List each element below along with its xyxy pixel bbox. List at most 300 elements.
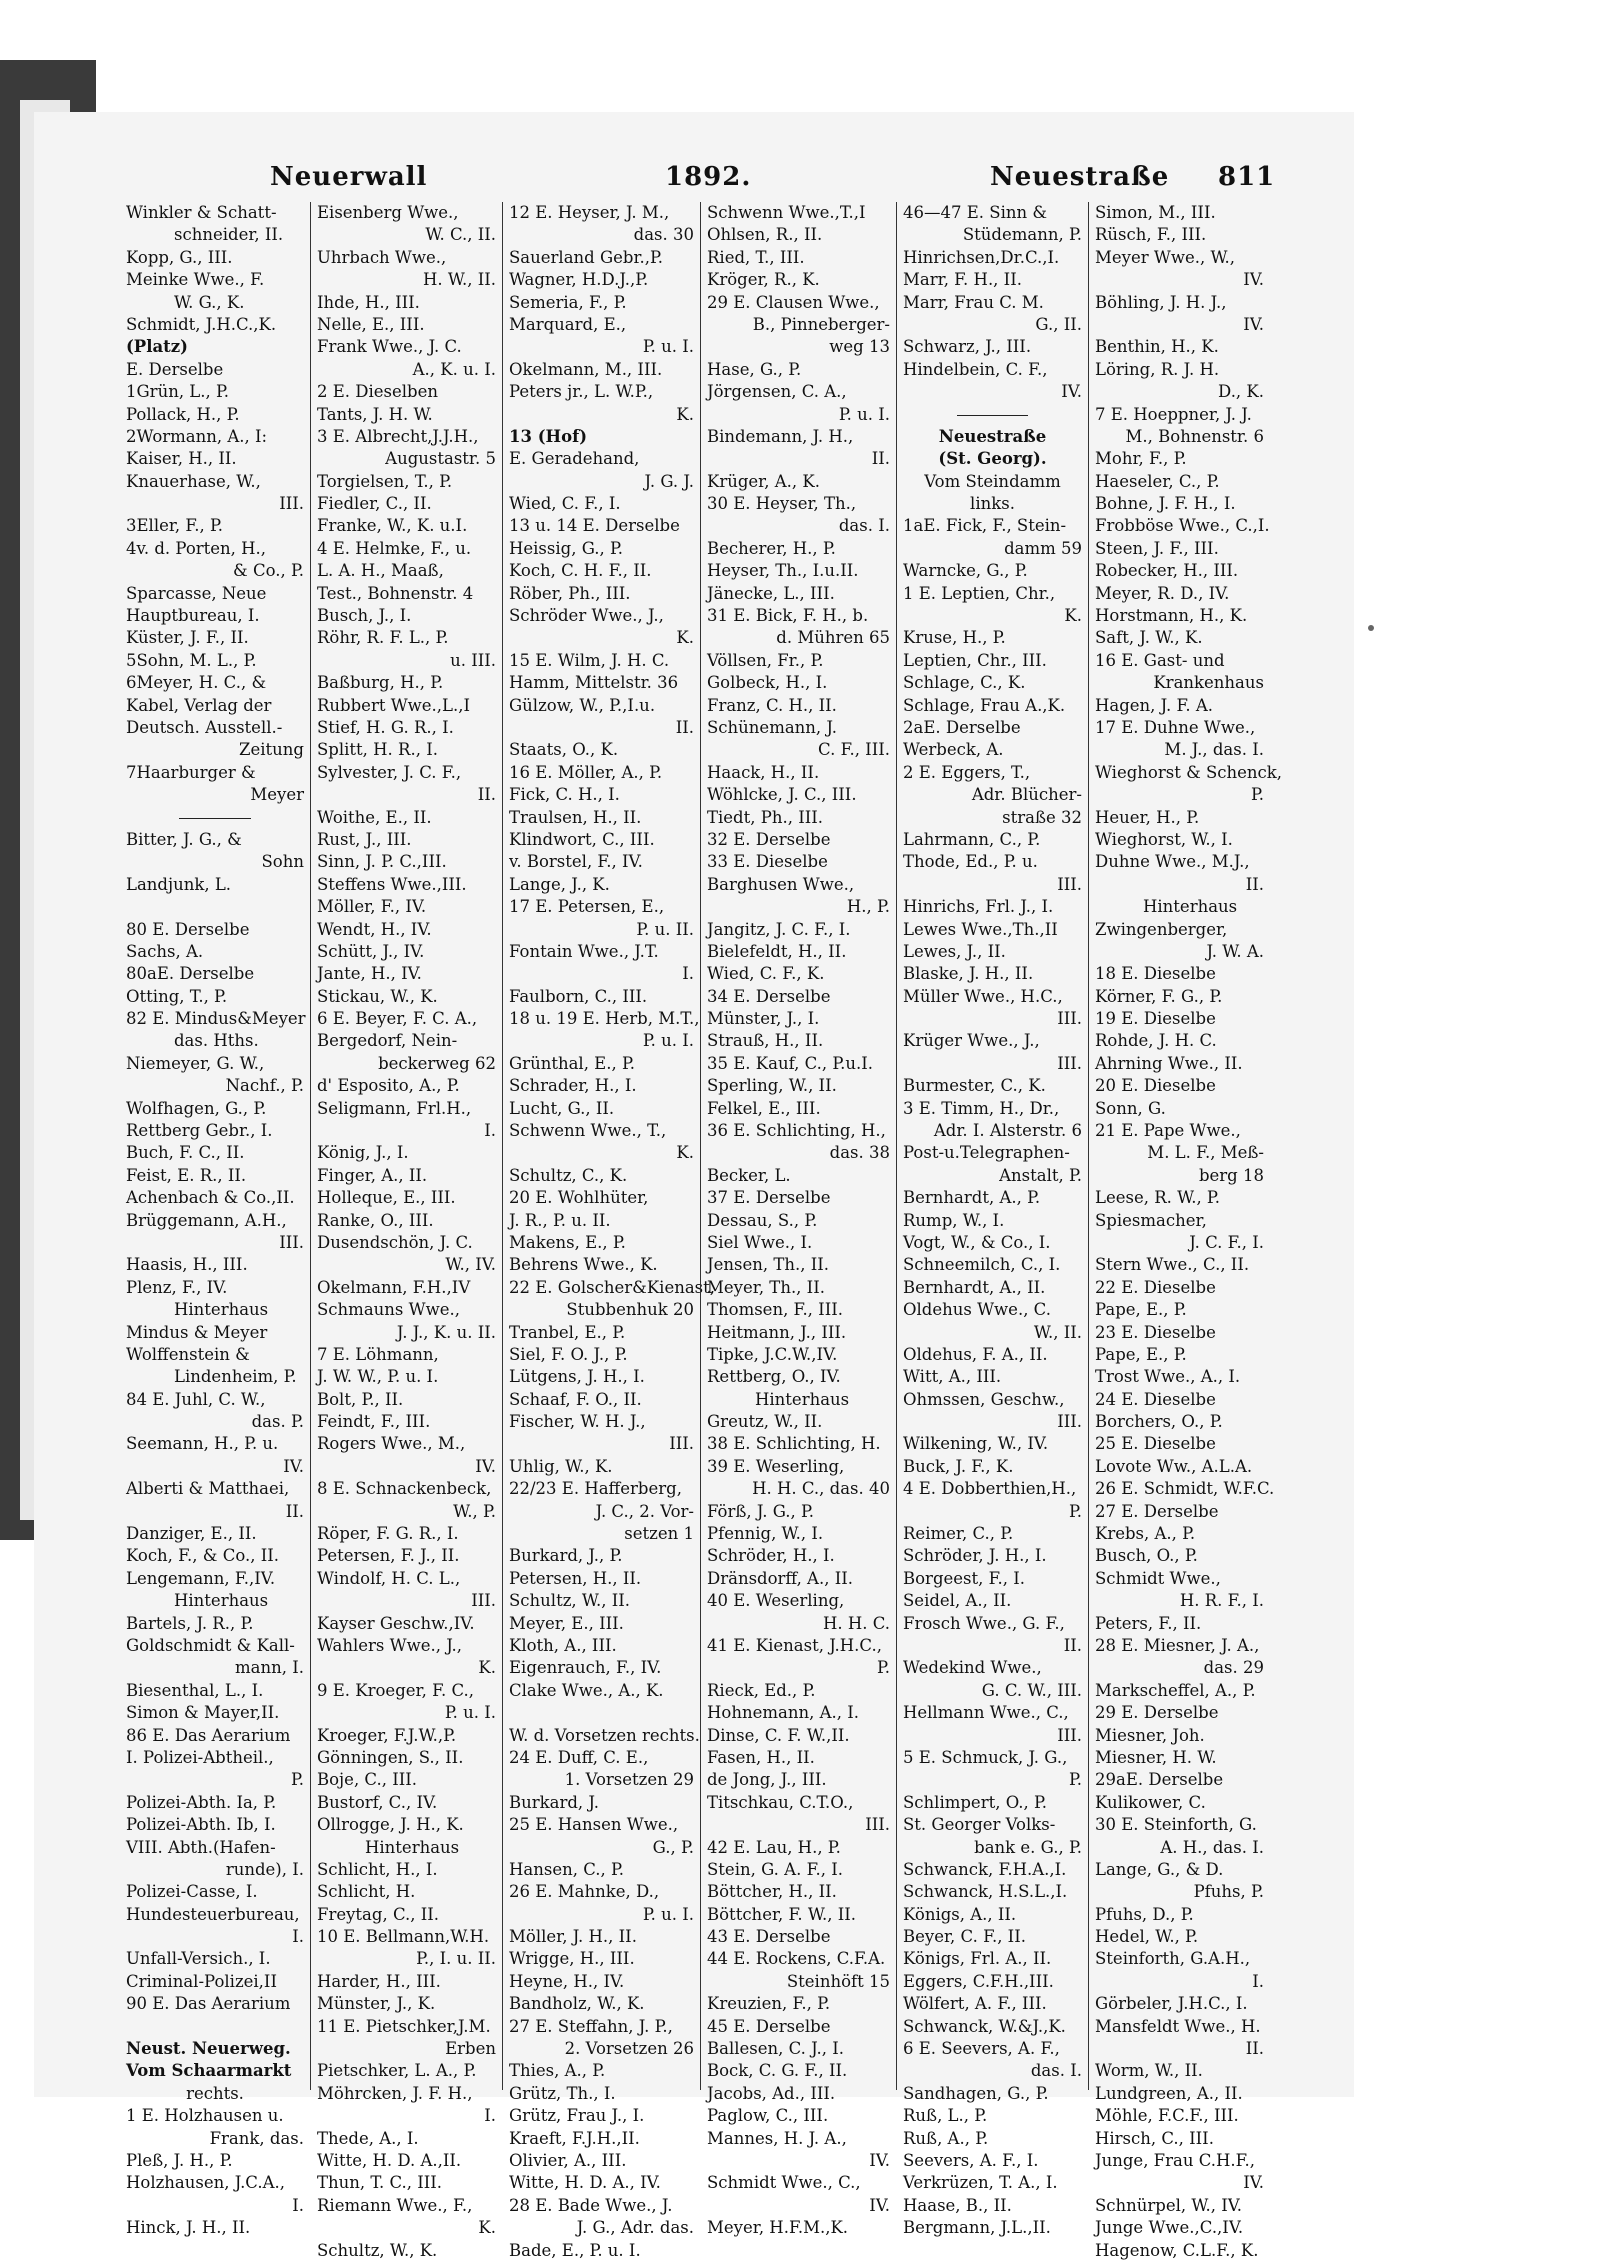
- directory-line: Hedel, W., P.: [1095, 1927, 1199, 1947]
- directory-line: Kreuzien, F., P.: [707, 1994, 831, 2014]
- directory-line: II.: [1245, 874, 1264, 894]
- directory-line: Heissig, G., P.: [509, 538, 624, 558]
- directory-line: Meinke Wwe., F.: [126, 270, 265, 290]
- directory-line: III.: [1057, 1009, 1082, 1029]
- directory-line: Schmauns Wwe.,: [317, 1300, 460, 1320]
- directory-line: W. d. Vorsetzen rechts.: [509, 1725, 700, 1745]
- directory-line: Ried, T., III.: [707, 247, 805, 267]
- directory-line: Jangitz, J. C. F., I.: [707, 919, 851, 939]
- directory-line: Stickau, W., K.: [317, 986, 438, 1006]
- directory-line: Haase, B., II.: [903, 2195, 1012, 2215]
- directory-line: Anstalt, P.: [999, 1165, 1082, 1185]
- directory-line: Ballesen, C. J., I.: [707, 2039, 844, 2059]
- directory-line: Grütz, Th., I.: [509, 2083, 616, 2103]
- directory-line: Rust, J., III.: [317, 829, 412, 849]
- directory-line: Königs, Frl. A., II.: [903, 1949, 1052, 1969]
- column-rule: [126, 807, 304, 829]
- directory-line: Dessau, S., P.: [707, 1210, 818, 1230]
- directory-line: II.: [477, 785, 496, 805]
- directory-line: Seidel, A., II.: [903, 1591, 1012, 1611]
- directory-line: Haack, H., II.: [707, 762, 820, 782]
- directory-line: Hirsch, C., III.: [1095, 2128, 1214, 2148]
- directory-line: Pfuhs, D., P.: [1095, 1904, 1194, 1924]
- directory-line: Kulikower, C.: [1095, 1792, 1206, 1812]
- directory-line: H. R. F., I.: [1179, 1591, 1264, 1611]
- directory-line: Thede, A., I.: [317, 2128, 419, 2148]
- directory-line: 3 E. Albrecht,J.J.H.,: [317, 426, 479, 446]
- directory-line: Hase, G., P.: [707, 359, 802, 379]
- directory-line: Sauerland Gebr.,P.: [509, 247, 664, 267]
- directory-line: L. A. H., Maaß,: [317, 561, 444, 581]
- column-2: [310, 202, 502, 2260]
- directory-line: Wolffenstein &: [126, 1344, 250, 1364]
- directory-line: Krüger Wwe., J.,: [903, 1031, 1040, 1051]
- directory-line: Petersen, F. J., II.: [317, 1546, 460, 1566]
- directory-line: Seevers, A. F., I.: [903, 2150, 1039, 2170]
- directory-line: Ranke, O., III.: [317, 1210, 434, 1230]
- directory-line: Schneemilch, C., I.: [903, 1255, 1061, 1275]
- directory-line: Pleß, J. H., P.: [126, 2150, 233, 2170]
- directory-line: Polizei-Abth. Ib, I.: [126, 1815, 276, 1835]
- directory-line: Zeitung: [239, 740, 304, 760]
- directory-line: III.: [1057, 1053, 1082, 1073]
- directory-line: Becker, L.: [707, 1165, 791, 1185]
- directory-line: 2. Vorsetzen 26: [564, 2039, 694, 2059]
- directory-line: Röhr, R. F. L., P.: [317, 628, 449, 648]
- directory-line: Hansen, C., P.: [509, 1859, 624, 1879]
- directory-line: Becherer, H., P.: [707, 538, 836, 558]
- directory-line: J. G. J.: [644, 471, 694, 491]
- directory-line: Post-u.Telegraphen-: [903, 1143, 1070, 1163]
- directory-line: Okelmann, F.H.,IV: [317, 1277, 471, 1297]
- directory-line: I.: [484, 1121, 496, 1141]
- directory-line: Trost Wwe., A., I.: [1095, 1367, 1241, 1387]
- directory-line: Franke, W., K. u.I.: [317, 516, 468, 536]
- directory-line: Kröger, R., K.: [707, 270, 820, 290]
- directory-line: das. Hths.: [174, 1031, 259, 1051]
- directory-line: Kroeger, F.J.W.,P.: [317, 1725, 457, 1745]
- ink-spot: [1368, 625, 1374, 631]
- directory-line: Meyer, R. D., IV.: [1095, 583, 1230, 603]
- directory-line: St. Georger Volks-: [903, 1815, 1056, 1835]
- directory-line: Hinrichs, Frl. J., I.: [903, 897, 1054, 917]
- directory-line: Marquard, E.,: [509, 314, 627, 334]
- directory-line: Miesner, H. W.: [1095, 1747, 1217, 1767]
- directory-line: Schultz, C., K.: [509, 1165, 628, 1185]
- directory-line: Hamm, Mittelstr. 36: [509, 673, 679, 693]
- directory-line: Schultz, W., II.: [509, 1591, 630, 1611]
- directory-line: Sylvester, J. C. F.,: [317, 762, 462, 782]
- directory-line: Adr. Blücher-: [971, 785, 1082, 805]
- directory-line: straße 32: [1002, 807, 1082, 827]
- directory-line: Rieck, Ed., P.: [707, 1680, 816, 1700]
- directory-line: König, J., I.: [317, 1143, 409, 1163]
- directory-line: Otting, T., P.: [126, 986, 228, 1006]
- directory-line: Rüsch, F., III.: [1095, 225, 1207, 245]
- directory-line: Fiedler, C., II.: [317, 494, 432, 514]
- directory-line: W., P.: [453, 1501, 496, 1521]
- directory-line: A. H., das. I.: [1160, 1837, 1264, 1857]
- directory-line: Küster, J. F., II.: [126, 628, 249, 648]
- directory-line: 22 E. Dieselbe: [1095, 1277, 1216, 1297]
- directory-line: Lengemann, F.,IV.: [126, 1568, 276, 1588]
- directory-line: Eggers, C.F.H.,III.: [903, 1971, 1054, 1991]
- directory-line: Markscheffel, A., P.: [1095, 1680, 1256, 1700]
- directory-line: Felkel, E., III.: [707, 1098, 821, 1118]
- directory-line: 27 E. Steffahn, J. P.,: [509, 2016, 673, 2036]
- directory-line: Schwenn Wwe., T.,: [509, 1121, 667, 1141]
- directory-line: Woithe, E., II.: [317, 807, 432, 827]
- directory-line: Röber, Ph., III.: [509, 583, 631, 603]
- directory-line: Schlimpert, O., P.: [903, 1792, 1048, 1812]
- directory-line: Boje, C., III.: [317, 1770, 417, 1790]
- directory-line: M. J., das. I.: [1164, 740, 1264, 760]
- directory-line: 1. Vorsetzen 29: [564, 1770, 694, 1790]
- directory-line: 19 E. Dieselbe: [1095, 1009, 1216, 1029]
- directory-line: Ihde, H., III.: [317, 292, 420, 312]
- directory-line: Rubbert Wwe.,L.,I: [317, 695, 471, 715]
- directory-line: Schmidt Wwe., C.,: [707, 2173, 861, 2193]
- directory-line: Lovote Ww., A.L.A.: [1095, 1456, 1253, 1476]
- directory-line: Mohr, F., P.: [1095, 449, 1187, 469]
- directory-line: Hinck, J. H., II.: [126, 2218, 251, 2238]
- directory-line: Hohnemann, A., I.: [707, 1703, 859, 1723]
- directory-line: Siel, F. O. J., P.: [509, 1344, 628, 1364]
- directory-line: 29 E. Clausen Wwe.,: [707, 292, 880, 312]
- directory-line: 43 E. Derselbe: [707, 1927, 831, 1947]
- directory-line: Pollack, H., P.: [126, 404, 240, 424]
- directory-line: III.: [865, 1815, 890, 1835]
- directory-line: 28 E. Miesner, J. A.,: [1095, 1636, 1260, 1655]
- directory-line: 17 E. Duhne Wwe.,: [1095, 717, 1256, 737]
- directory-line: 45 E. Derselbe: [707, 2016, 831, 2036]
- directory-line: Golbeck, H., I.: [707, 673, 828, 693]
- directory-line: Hundesteuerbureau,: [126, 1904, 300, 1924]
- directory-line: III.: [471, 1591, 496, 1611]
- directory-line: Schlage, C., K.: [903, 673, 1026, 693]
- directory-line: Sinn, J. P. C.,III.: [317, 852, 447, 872]
- directory-line: Steinhöft 15: [786, 1971, 890, 1991]
- directory-line: 80 E. Derselbe: [126, 919, 250, 939]
- directory-line: Werbeck, A.: [903, 740, 1004, 760]
- directory-line: u. III.: [450, 650, 496, 670]
- directory-line: Erben: [445, 2039, 496, 2059]
- directory-line: E. Geradehand,: [509, 449, 640, 469]
- directory-line: 6 E. Seevers, A. F.,: [903, 2039, 1060, 2059]
- directory-line: W. G., K.: [174, 292, 245, 312]
- directory-line: 9 E. Kroeger, F. C.,: [317, 1680, 474, 1700]
- directory-line: das. 30: [633, 225, 694, 245]
- directory-line: 27 E. Derselbe: [1095, 1501, 1219, 1521]
- directory-line: Stein, G. A. F., I.: [707, 1859, 843, 1879]
- directory-line: 18 u. 19 E. Herb, M.T.,: [509, 1009, 700, 1029]
- directory-line: Burkard, J.: [509, 1792, 599, 1812]
- directory-line: weg 13: [829, 337, 890, 357]
- directory-line: Burkard, J., P.: [509, 1546, 623, 1566]
- directory-line: Sohn: [261, 852, 304, 872]
- directory-line: 4 E. Helmke, F., u.: [317, 538, 472, 558]
- directory-line: Beyer, C. F., II.: [903, 1927, 1026, 1947]
- directory-line: Adr. I. Alsterstr. 6: [933, 1121, 1082, 1141]
- directory-line: Wölfert, A. F., III.: [903, 1994, 1047, 2014]
- directory-line: G., P.: [652, 1837, 694, 1857]
- directory-line: Wolfhagen, G., P.: [126, 1098, 267, 1118]
- directory-line: Borchers, O., P.: [1095, 1412, 1223, 1432]
- directory-line: J. C. F., I.: [1189, 1232, 1264, 1252]
- directory-line: G. C. W., III.: [981, 1680, 1082, 1700]
- directory-line: Verkrüzen, T. A., I.: [903, 2173, 1058, 2193]
- directory-line: K.: [676, 1143, 694, 1163]
- directory-line: H., P.: [846, 897, 890, 917]
- column-1: [120, 202, 310, 2238]
- directory-line: beckerweg 62: [378, 1053, 496, 1073]
- directory-line: Rettberg, O., IV.: [707, 1367, 841, 1387]
- directory-line: d. Mühren 65: [776, 628, 890, 648]
- directory-line: Kaiser, H., II.: [126, 449, 237, 469]
- directory-line: Peters jr., L. W.P.,: [509, 382, 654, 402]
- directory-line: J. W. W., P. u. I.: [317, 1367, 439, 1387]
- directory-line: IV.: [283, 1456, 304, 1476]
- directory-line: J. G., Adr. das.: [576, 2218, 694, 2238]
- directory-line: P. u. I.: [642, 1904, 694, 1924]
- directory-line: H. H. C.: [822, 1613, 890, 1633]
- directory-line: Tants, J. H. W.: [317, 404, 433, 424]
- directory-line: Dusendschön, J. C.: [317, 1232, 473, 1252]
- directory-line: Tranbel, E., P.: [509, 1322, 626, 1342]
- directory-line: Test., Bohnenstr. 4: [317, 583, 474, 603]
- directory-line: Ruß, L., P.: [903, 2106, 988, 2126]
- directory-line: Unfall-Versich., I.: [126, 1949, 271, 1969]
- columns: [120, 202, 1283, 2260]
- directory-line: 20 E. Dieselbe: [1095, 1076, 1216, 1096]
- directory-line: Hinrichsen,Dr.C.,I.: [903, 247, 1060, 267]
- directory-line: Böhling, J. H. J.,: [1095, 292, 1227, 312]
- directory-line: Stubbenhuk 20: [566, 1300, 694, 1320]
- directory-line: (St. Georg).: [938, 449, 1047, 469]
- column-rule: [903, 404, 1082, 426]
- directory-line: Leese, R. W., P.: [1095, 1188, 1220, 1208]
- directory-line: Bade, E., P. u. I.: [509, 2240, 641, 2260]
- directory-line: 15 E. Wilm, J. H. C.: [509, 650, 670, 670]
- directory-line: Blaske, J. H., II.: [903, 964, 1034, 984]
- directory-line: Hindelbein, C. F.,: [903, 359, 1048, 379]
- directory-line: Meyer Wwe., W.,: [1095, 247, 1236, 267]
- directory-line: Müller Wwe., H.C.,: [903, 986, 1063, 1006]
- directory-line: Wagner, H.D.J.,P.: [509, 270, 649, 290]
- directory-line: Mindus & Meyer: [126, 1322, 268, 1342]
- directory-line: Meyer, E., III.: [509, 1613, 624, 1633]
- directory-line: 26 E. Mahnke, D.,: [509, 1882, 660, 1902]
- directory-line: Körner, F. G., P.: [1095, 986, 1223, 1006]
- directory-line: 3 E. Timm, H., Dr.,: [903, 1098, 1060, 1118]
- directory-line: Thies, A., P.: [509, 2061, 606, 2081]
- directory-line: 7Haarburger &: [126, 762, 256, 782]
- directory-line: Polizei-Abth. Ia, P.: [126, 1792, 277, 1812]
- directory-line: Wied, C. F., K.: [707, 964, 825, 984]
- directory-line: 44 E. Rockens, C.F.A.: [707, 1949, 886, 1969]
- directory-line: P. u. I.: [642, 337, 694, 357]
- directory-line: Schwarz, J., III.: [903, 337, 1032, 357]
- directory-line: rechts.: [186, 2083, 244, 2103]
- directory-line: Schmidt Wwe.,: [1095, 1568, 1221, 1588]
- directory-line: II.: [1063, 1636, 1082, 1655]
- directory-line: Schwanck, H.S.L.,I.: [903, 1882, 1068, 1902]
- directory-line: Bandholz, W., K.: [509, 1994, 645, 2014]
- directory-line: K.: [1064, 606, 1082, 626]
- directory-line: 21 E. Pape Wwe.,: [1095, 1121, 1241, 1141]
- directory-line: III.: [279, 1232, 304, 1252]
- directory-line: Lange, J., K.: [509, 874, 610, 894]
- directory-line: Witt, A., III.: [903, 1367, 1002, 1387]
- directory-line: 25 E. Hansen Wwe.,: [509, 1815, 679, 1835]
- directory-line: bank e. G., P.: [974, 1837, 1082, 1857]
- directory-line: Lindenheim, P.: [174, 1367, 297, 1387]
- directory-line: Zwingenberger,: [1095, 919, 1228, 939]
- directory-line: Hauptbureau, I.: [126, 606, 260, 626]
- directory-line: Sperling, W., II.: [707, 1076, 837, 1096]
- directory-line: Mannes, H. J. A.,: [707, 2128, 847, 2148]
- directory-line: Schlage, Frau A.,K.: [903, 695, 1066, 715]
- directory-line: Schlicht, H.: [317, 1882, 416, 1902]
- directory-line: Münster, J., I.: [707, 1009, 820, 1029]
- directory-line: Marr, F. H., II.: [903, 270, 1022, 290]
- directory-line: Harder, H., III.: [317, 1971, 441, 1991]
- directory-line: Völlsen, Fr., P.: [707, 650, 824, 670]
- directory-line: Wieghorst & Schenck,: [1095, 762, 1283, 782]
- directory-line: Bernhardt, A., P.: [903, 1188, 1041, 1208]
- directory-line: Busch, O., P.: [1095, 1546, 1198, 1566]
- directory-line: IV.: [1243, 314, 1264, 334]
- directory-line: 24 E. Dieselbe: [1095, 1389, 1216, 1409]
- directory-line: Fick, C. H., I.: [509, 785, 620, 805]
- directory-line: IV.: [1243, 270, 1264, 290]
- directory-line: Simon & Mayer,II.: [126, 1703, 280, 1723]
- directory-line: Thun, T. C., III.: [317, 2173, 443, 2193]
- directory-line: 4 E. Dobberthien,H.,: [903, 1479, 1077, 1499]
- directory-line: P. u. I.: [444, 1703, 496, 1723]
- directory-line: Goldschmidt & Kall-: [126, 1636, 295, 1655]
- column-3: [502, 202, 716, 2260]
- directory-line: 29aE. Derselbe: [1095, 1770, 1224, 1790]
- directory-line: Löring, R. J. H.: [1095, 359, 1220, 379]
- directory-line: Görbeler, J.H.C., I.: [1095, 1994, 1248, 2014]
- directory-line: J. J., K. u. II.: [396, 1322, 496, 1342]
- directory-line: 7 E. Hoeppner, J. J.: [1095, 404, 1252, 424]
- column-4: [700, 202, 896, 2238]
- directory-line: Lucht, G., II.: [509, 1098, 615, 1118]
- directory-line: Deutsch. Ausstell.-: [126, 717, 283, 737]
- directory-line: Franz, C. H., II.: [707, 695, 837, 715]
- directory-line: Fischer, W. H. J.,: [509, 1412, 646, 1432]
- directory-line: H. W., II.: [423, 270, 496, 290]
- directory-line: A., K. u. I.: [412, 359, 496, 379]
- directory-line: Sachs, A.: [126, 941, 204, 961]
- directory-line: Hagenow, C.L.F., K.: [1095, 2240, 1259, 2260]
- running-header: [120, 162, 1276, 198]
- directory-line: Rohde, J. H. C.: [1095, 1031, 1217, 1051]
- directory-line: 16 E. Gast- und: [1095, 650, 1225, 670]
- directory-line: Buck, J. F., K.: [903, 1456, 1014, 1476]
- directory-line: 22 E. Golscher&Kienast,: [509, 1277, 716, 1297]
- directory-line: Danziger, E., II.: [126, 1524, 257, 1544]
- directory-line: Meyer, Th., II.: [707, 1277, 825, 1297]
- directory-line: Semeria, F., P.: [509, 292, 627, 312]
- directory-line: 2 E. Eggers, T.,: [903, 762, 1031, 782]
- directory-line: Knauerhase, W.,: [126, 471, 261, 491]
- directory-line: Witte, H. D. A.,II.: [317, 2150, 462, 2170]
- directory-line: Neuestraße: [938, 426, 1047, 446]
- directory-line: Hinterhaus: [174, 1591, 269, 1611]
- directory-line: Jante, H., IV.: [317, 964, 422, 984]
- header-year: 1892.: [665, 162, 752, 192]
- directory-line: W. C., II.: [425, 225, 496, 245]
- directory-line: 37 E. Derselbe: [707, 1188, 831, 1208]
- directory-line: K.: [676, 404, 694, 424]
- directory-line: 32 E. Derselbe: [707, 829, 831, 849]
- directory-line: Junge, Frau C.H.F.,: [1095, 2150, 1256, 2170]
- directory-page: [120, 150, 1283, 2260]
- directory-line: Schröder, H., I.: [707, 1546, 835, 1566]
- directory-line: Lütgens, J. H., I.: [509, 1367, 645, 1387]
- directory-line: schneider, II.: [174, 225, 284, 245]
- directory-line: Bergedorf, Nein-: [317, 1031, 458, 1051]
- directory-line: III.: [1057, 1412, 1082, 1432]
- directory-line: Frosch Wwe., G. F.,: [903, 1613, 1065, 1633]
- directory-line: Peters, F., II.: [1095, 1613, 1202, 1633]
- directory-line: Fontain Wwe., J.T.: [509, 941, 659, 961]
- directory-line: I.: [682, 964, 694, 984]
- directory-line: 7 E. Löhmann,: [317, 1344, 439, 1364]
- directory-line: Lange, G., & D.: [1095, 1859, 1224, 1879]
- directory-line: Robecker, H., III.: [1095, 561, 1239, 581]
- directory-line: Frobböse Wwe., C.,I.: [1095, 516, 1270, 536]
- column-5: [896, 202, 1088, 2238]
- directory-line: Schütt, J., IV.: [317, 941, 425, 961]
- directory-line: Meyer: [250, 785, 304, 805]
- directory-line: Schröder, J. H., I.: [903, 1546, 1047, 1566]
- directory-line: Tiedt, Ph., III.: [707, 807, 823, 827]
- directory-line: v. Borstel, F., IV.: [509, 852, 643, 872]
- directory-line: 24 E. Duff, C. E.,: [509, 1747, 649, 1767]
- directory-line: 34 E. Derselbe: [707, 986, 831, 1006]
- directory-line: Jensen, Th., II.: [707, 1255, 830, 1275]
- directory-line: III.: [669, 1434, 694, 1454]
- directory-line: Hagen, J. F. A.: [1095, 695, 1214, 715]
- directory-line: Ohlsen, R., II.: [707, 225, 823, 245]
- directory-line: Behrens Wwe., K.: [509, 1255, 658, 1275]
- directory-line: 26 E. Schmidt, W.F.C.: [1095, 1479, 1275, 1499]
- directory-line: Kayser Geschw.,IV.: [317, 1613, 475, 1633]
- directory-line: Holzhausen, J.C.A.,: [126, 2173, 285, 2193]
- directory-line: 28 E. Bade Wwe., J.: [509, 2195, 673, 2215]
- directory-line: Lahrmann, C., P.: [903, 829, 1041, 849]
- directory-line: Windolf, H. C. L.,: [317, 1568, 461, 1588]
- directory-line: E. Derselbe: [126, 359, 224, 379]
- directory-line: Leptien, Chr., III.: [903, 650, 1047, 670]
- directory-line: Schwanck, F.H.A.,I.: [903, 1859, 1067, 1879]
- directory-line: II.: [871, 449, 890, 469]
- directory-line: Möller, F., IV.: [317, 897, 427, 917]
- directory-line: Ruß, A., P.: [903, 2128, 989, 2148]
- directory-line: P. u. I.: [642, 1031, 694, 1051]
- directory-line: Horstmann, H., K.: [1095, 606, 1248, 626]
- directory-line: [126, 896, 304, 918]
- directory-line: Thode, Ed., P. u.: [903, 852, 1038, 872]
- directory-line: Bergmann, J.L.,II.: [903, 2218, 1051, 2238]
- directory-line: P.: [1068, 1770, 1082, 1790]
- directory-line: 6Meyer, H. C., &: [126, 673, 267, 693]
- directory-line: Tipke, J.C.W.,IV.: [707, 1344, 838, 1364]
